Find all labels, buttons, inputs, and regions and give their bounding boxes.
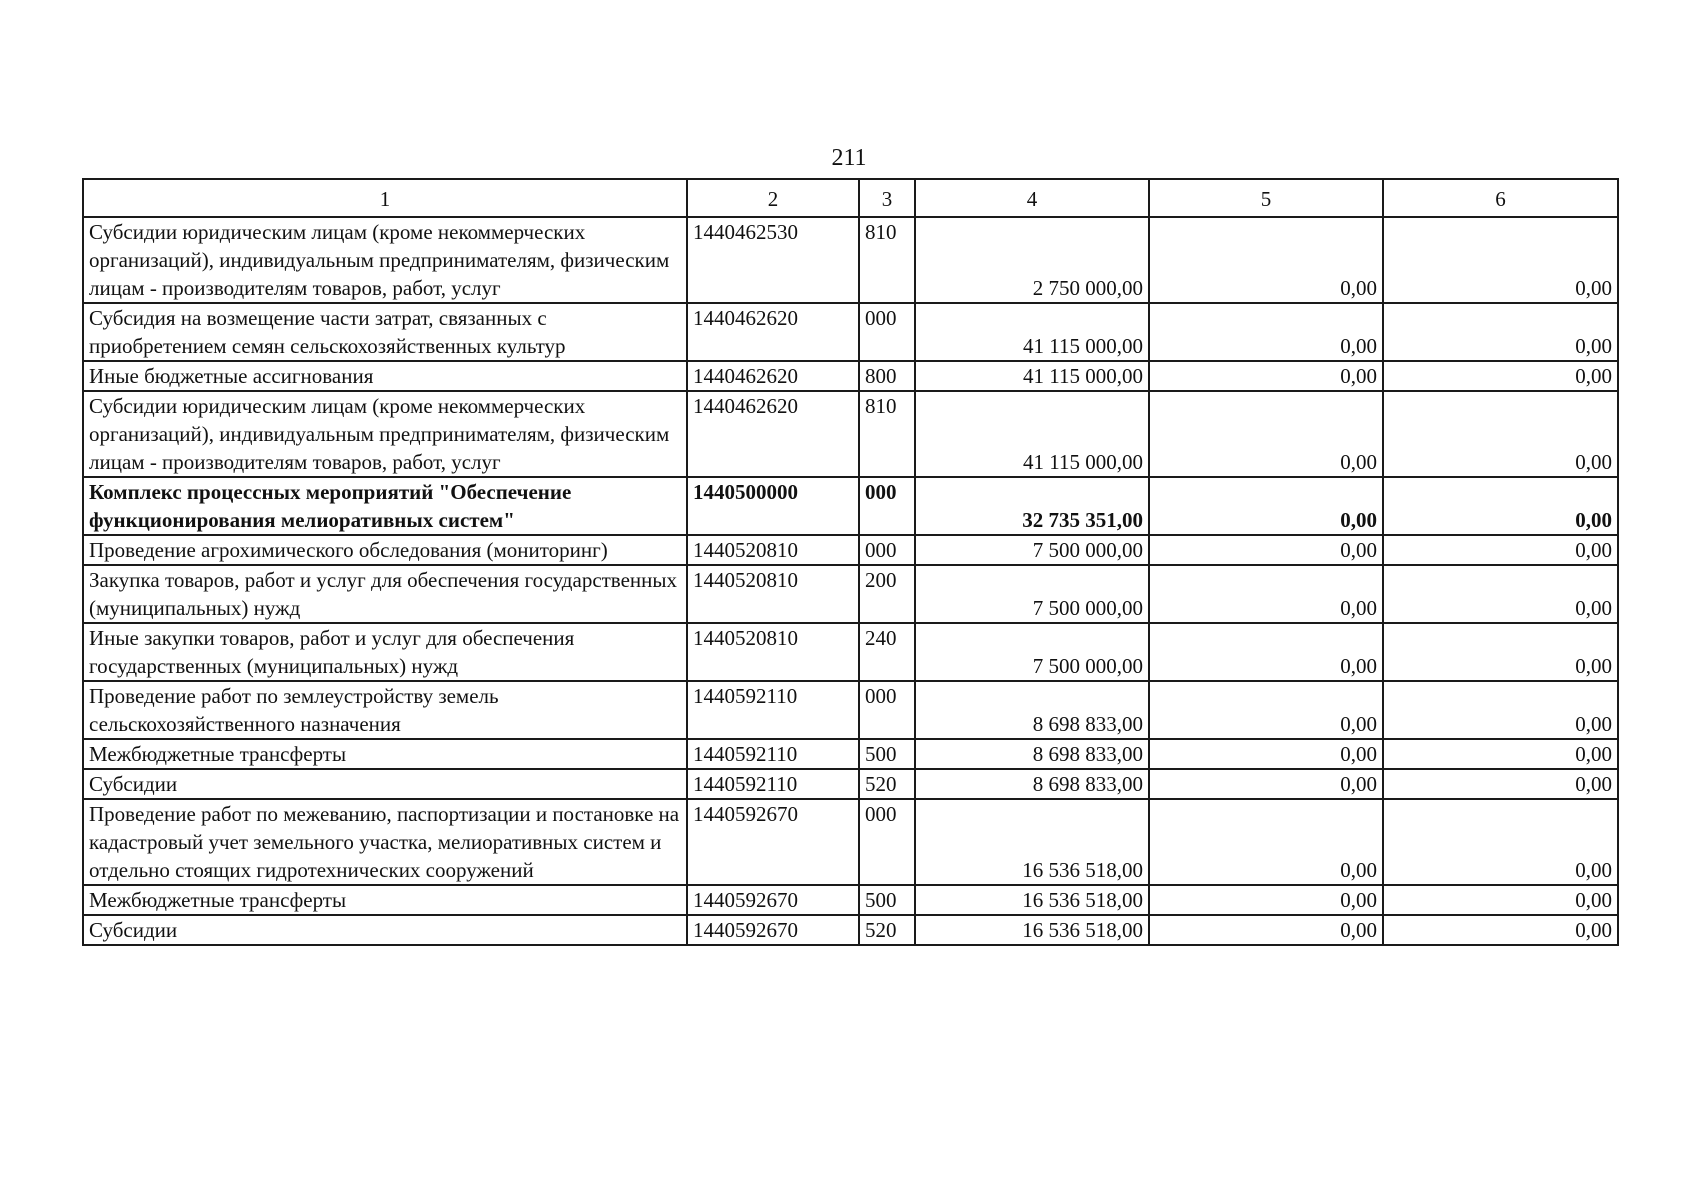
row-value-col4: 41 115 000,00 — [915, 303, 1149, 361]
row-value-col6: 0,00 — [1383, 769, 1618, 799]
row-value-col6: 0,00 — [1383, 799, 1618, 885]
row-kvr-cell: 000 — [859, 681, 915, 739]
row-code-cell: 1440592670 — [687, 885, 859, 915]
budget-table — [82, 178, 1619, 946]
table-row — [83, 303, 1618, 361]
row-name-cell: Проведение работ по землеустройству земель сельскохозяйственного назначения — [83, 681, 687, 739]
row-kvr-cell: 810 — [859, 391, 915, 477]
row-value-col6: 0,00 — [1383, 361, 1618, 391]
table-row — [83, 769, 1618, 799]
row-kvr-cell: 810 — [859, 217, 915, 303]
row-value-col4: 7 500 000,00 — [915, 565, 1149, 623]
page-number: 211 — [831, 145, 867, 171]
column-header-3: 3 — [859, 179, 915, 217]
row-value-col4: 8 698 833,00 — [915, 739, 1149, 769]
table-body — [83, 217, 1618, 945]
row-code-cell: 1440592670 — [687, 915, 859, 945]
row-name-cell: Субсидии юридическим лицам (кроме некоммерческих организаций), индивидуальным предпринимателям, физическим лицам - производителям товаров, работ, услуг — [83, 217, 687, 303]
row-value-col5: 0,00 — [1149, 565, 1383, 623]
row-code-cell: 1440500000 — [687, 477, 859, 535]
row-value-col6: 0,00 — [1383, 681, 1618, 739]
table-row — [83, 915, 1618, 945]
row-value-col5: 0,00 — [1149, 361, 1383, 391]
row-name-cell: Субсидии — [83, 769, 687, 799]
row-code-cell: 1440462530 — [687, 217, 859, 303]
row-value-col5: 0,00 — [1149, 915, 1383, 945]
row-value-col5: 0,00 — [1149, 477, 1383, 535]
row-value-col4: 7 500 000,00 — [915, 535, 1149, 565]
row-code-cell: 1440462620 — [687, 361, 859, 391]
table-row — [83, 799, 1618, 885]
row-value-col5: 0,00 — [1149, 303, 1383, 361]
row-kvr-cell: 500 — [859, 739, 915, 769]
table-row — [83, 217, 1618, 303]
column-header-6: 6 — [1383, 179, 1618, 217]
row-value-col4: 8 698 833,00 — [915, 681, 1149, 739]
row-value-col6: 0,00 — [1383, 477, 1618, 535]
row-value-col6: 0,00 — [1383, 303, 1618, 361]
row-code-cell: 1440592110 — [687, 739, 859, 769]
row-value-col4: 16 536 518,00 — [915, 915, 1149, 945]
row-kvr-cell: 000 — [859, 535, 915, 565]
row-value-col5: 0,00 — [1149, 217, 1383, 303]
row-kvr-cell: 520 — [859, 769, 915, 799]
table-row — [83, 681, 1618, 739]
row-code-cell: 1440462620 — [687, 391, 859, 477]
row-value-col6: 0,00 — [1383, 391, 1618, 477]
row-value-col5: 0,00 — [1149, 623, 1383, 681]
row-value-col6: 0,00 — [1383, 915, 1618, 945]
row-value-col6: 0,00 — [1383, 623, 1618, 681]
row-value-col6: 0,00 — [1383, 217, 1618, 303]
row-value-col5: 0,00 — [1149, 739, 1383, 769]
row-name-cell: Проведение агрохимического обследования (мониторинг) — [83, 535, 687, 565]
column-header-5: 5 — [1149, 179, 1383, 217]
row-value-col4: 16 536 518,00 — [915, 885, 1149, 915]
row-name-cell: Иные бюджетные ассигнования — [83, 361, 687, 391]
row-value-col4: 41 115 000,00 — [915, 391, 1149, 477]
row-value-col5: 0,00 — [1149, 681, 1383, 739]
row-value-col5: 0,00 — [1149, 799, 1383, 885]
table-row — [83, 565, 1618, 623]
row-kvr-cell: 520 — [859, 915, 915, 945]
row-value-col4: 8 698 833,00 — [915, 769, 1149, 799]
column-header-4: 4 — [915, 179, 1149, 217]
row-name-cell: Комплекс процессных мероприятий "Обеспечение функционирования мелиоративных систем" — [83, 477, 687, 535]
row-value-col5: 0,00 — [1149, 391, 1383, 477]
row-kvr-cell: 200 — [859, 565, 915, 623]
header-row — [83, 179, 1618, 217]
row-code-cell: 1440462620 — [687, 303, 859, 361]
row-value-col4: 7 500 000,00 — [915, 623, 1149, 681]
row-value-col6: 0,00 — [1383, 739, 1618, 769]
column-header-2: 2 — [687, 179, 859, 217]
row-code-cell: 1440592110 — [687, 769, 859, 799]
row-name-cell: Субсидии — [83, 915, 687, 945]
row-code-cell: 1440592110 — [687, 681, 859, 739]
row-kvr-cell: 000 — [859, 303, 915, 361]
row-kvr-cell: 500 — [859, 885, 915, 915]
row-name-cell: Иные закупки товаров, работ и услуг для обеспечения государственных (муниципальных) нужд — [83, 623, 687, 681]
row-name-cell: Межбюджетные трансферты — [83, 885, 687, 915]
table-row — [83, 391, 1618, 477]
row-value-col4: 41 115 000,00 — [915, 361, 1149, 391]
row-value-col5: 0,00 — [1149, 885, 1383, 915]
row-name-cell: Проведение работ по межеванию, паспортизации и постановке на кадастровый учет земельного участка, мелиоративных систем и отдельно стоящих гидротехнических сооружений — [83, 799, 687, 885]
row-value-col4: 32 735 351,00 — [915, 477, 1149, 535]
row-kvr-cell: 800 — [859, 361, 915, 391]
table-row — [83, 477, 1618, 535]
table-row — [83, 885, 1618, 915]
row-name-cell: Межбюджетные трансферты — [83, 739, 687, 769]
row-value-col5: 0,00 — [1149, 769, 1383, 799]
row-code-cell: 1440520810 — [687, 623, 859, 681]
table-row — [83, 361, 1618, 391]
row-name-cell: Закупка товаров, работ и услуг для обеспечения государственных (муниципальных) нужд — [83, 565, 687, 623]
row-code-cell: 1440520810 — [687, 535, 859, 565]
row-kvr-cell: 240 — [859, 623, 915, 681]
table-row — [83, 739, 1618, 769]
row-name-cell: Субсидии юридическим лицам (кроме некоммерческих организаций), индивидуальным предпринимателям, физическим лицам - производителям товаров, работ, услуг — [83, 391, 687, 477]
row-value-col6: 0,00 — [1383, 565, 1618, 623]
row-code-cell: 1440520810 — [687, 565, 859, 623]
table-row — [83, 623, 1618, 681]
row-code-cell: 1440592670 — [687, 799, 859, 885]
row-value-col5: 0,00 — [1149, 535, 1383, 565]
column-header-1: 1 — [83, 179, 687, 217]
row-kvr-cell: 000 — [859, 799, 915, 885]
table-row — [83, 535, 1618, 565]
row-value-col4: 16 536 518,00 — [915, 799, 1149, 885]
row-value-col4: 2 750 000,00 — [915, 217, 1149, 303]
row-kvr-cell: 000 — [859, 477, 915, 535]
row-name-cell: Субсидия на возмещение части затрат, связанных с приобретением семян сельскохозяйственных культур — [83, 303, 687, 361]
row-value-col6: 0,00 — [1383, 885, 1618, 915]
row-value-col6: 0,00 — [1383, 535, 1618, 565]
